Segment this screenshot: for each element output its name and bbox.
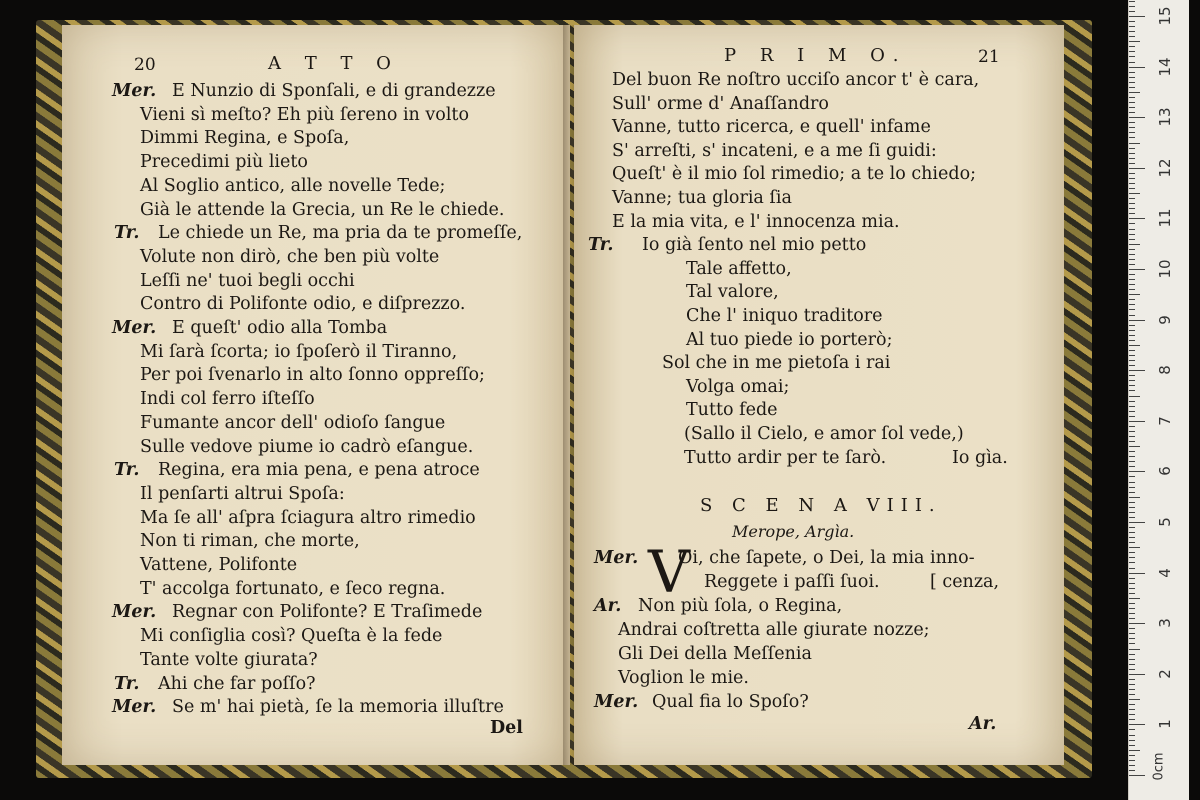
ruler-tick — [1129, 719, 1135, 720]
verse-line: Vanne, tutto ricerca, e quell' infame — [612, 117, 931, 138]
ruler-tick — [1129, 547, 1140, 548]
ruler-tick — [1129, 684, 1135, 685]
ruler-tick — [1129, 482, 1135, 483]
ruler-tick — [1129, 532, 1135, 533]
ruler-unit: 0cm — [1151, 752, 1167, 781]
ruler-tick — [1129, 456, 1135, 457]
page-number: 21 — [978, 47, 1000, 67]
verse-line: Vanne; tua gloria ſia — [612, 188, 792, 208]
ruler-tick — [1129, 203, 1135, 204]
speaker-label: Mer. — [594, 692, 639, 712]
ruler-tick — [1129, 709, 1135, 710]
ruler-tick — [1129, 557, 1135, 558]
speaker-label: Tr. — [588, 235, 614, 256]
ruler-tick — [1129, 11, 1135, 12]
ruler-tick — [1129, 208, 1135, 209]
verse-line: Tante volte giurata? — [140, 649, 318, 670]
ruler-tick — [1129, 249, 1135, 250]
ruler-tick — [1129, 735, 1135, 736]
ruler-tick — [1129, 775, 1145, 776]
speaker-label: Ar. — [594, 596, 622, 616]
ruler-tick — [1129, 527, 1135, 528]
ruler-tick — [1129, 568, 1135, 569]
ruler-tick — [1129, 320, 1145, 321]
ruler-tick — [1129, 471, 1145, 472]
verse-line: Al Soglio antico, alle novelle Tede; — [140, 175, 446, 196]
ruler-tick — [1129, 299, 1135, 300]
ruler-tick — [1129, 183, 1135, 184]
verse-line: Tutto ardir per te ſarò. — [684, 447, 887, 468]
ruler-tick — [1129, 269, 1145, 270]
ruler-tick — [1129, 229, 1135, 230]
ruler-tick — [1129, 188, 1135, 189]
ruler-tick — [1129, 613, 1135, 614]
verse-line: Che l' iniquo traditore — [686, 306, 883, 326]
ruler-tick — [1129, 664, 1135, 665]
ruler-tick — [1129, 112, 1135, 113]
ruler-tick — [1129, 36, 1135, 37]
ruler-tick — [1129, 588, 1135, 589]
ruler-tick — [1129, 254, 1135, 255]
catchword: Del — [490, 718, 523, 738]
scene-title: S C E N A VIII. — [700, 495, 942, 516]
verse-line: Andrai coſtretta alle giurate nozze; — [618, 620, 930, 640]
ruler-tick — [1129, 598, 1140, 599]
ruler-tick — [1129, 158, 1135, 159]
verse-line: Vieni sì meſto? Eh più ſereno in volto — [140, 104, 469, 125]
verse-line: Regnar con Polifonte? E Traſimede — [172, 602, 483, 623]
verse-line: Gli Dei della Meſſenia — [618, 644, 812, 664]
verse-line: Io già ſento nel mio petto — [642, 235, 867, 256]
ruler-tick — [1129, 289, 1135, 290]
speaker-label: Tr. — [114, 223, 140, 244]
ruler-tick — [1129, 178, 1135, 179]
ruler-tick — [1129, 628, 1135, 629]
ruler-number: 3 — [1156, 618, 1174, 628]
ruler-tick — [1129, 416, 1135, 417]
ruler-tick — [1129, 679, 1135, 680]
verse-line: E Nunzio di Sponſali, e di grandezze — [172, 81, 496, 101]
ruler-tick — [1129, 82, 1135, 83]
ruler-tick — [1129, 218, 1145, 219]
verse-line: Qual fia lo Spoſo? — [652, 692, 809, 712]
ruler-tick — [1129, 436, 1135, 437]
verse-line: Tal valore, — [686, 282, 779, 303]
ruler-tick — [1129, 87, 1135, 88]
ruler-tick — [1129, 31, 1135, 32]
verse-line: E la mia vita, e l' innocenza mia. — [612, 211, 900, 232]
ruler-tick — [1129, 649, 1140, 650]
ruler-tick — [1129, 335, 1135, 336]
ruler-tick — [1129, 153, 1135, 154]
ruler-tick — [1129, 294, 1140, 295]
verse-line: Reggete i paſſi ſuoi. — [704, 572, 880, 592]
ruler-tick — [1129, 16, 1145, 17]
verse-line: Leſſi ne' tuoi begli occhi — [140, 270, 355, 291]
ruler-tick — [1129, 309, 1135, 310]
ruler-tick — [1129, 618, 1135, 619]
ruler-number: 9 — [1156, 314, 1174, 325]
ruler-tick — [1129, 127, 1135, 128]
ruler-tick — [1129, 765, 1135, 766]
ruler-tick — [1129, 148, 1135, 149]
ruler-tick — [1129, 497, 1140, 498]
ruler-tick — [1129, 517, 1135, 518]
verse-line: Tutto fede — [686, 400, 778, 421]
page-number: 20 — [134, 55, 156, 75]
verse-line: Io gìa. — [952, 447, 1008, 468]
left-page — [62, 25, 570, 765]
ruler-number: 12 — [1156, 158, 1174, 178]
ruler-tick — [1129, 573, 1145, 574]
ruler-tick — [1129, 745, 1135, 746]
ruler-tick — [1129, 487, 1135, 488]
ruler-tick — [1129, 345, 1140, 346]
speaker-label: Mer. — [594, 548, 639, 568]
verse-line: Non ti riman, che morte, — [140, 531, 360, 552]
ruler-tick — [1129, 330, 1135, 331]
ruler-tick — [1129, 512, 1135, 513]
verse-line: Le chiede un Re, ma pria da te promeſſe, — [158, 223, 523, 244]
ruler-tick — [1129, 284, 1135, 285]
ruler-tick — [1129, 360, 1135, 361]
ruler-tick — [1129, 315, 1135, 316]
ruler-number: 11 — [1156, 208, 1174, 228]
verse-line: Già le attende la Grecia, un Re le chiede. — [140, 199, 505, 220]
measurement-ruler — [1128, 0, 1189, 800]
right-page — [574, 25, 1064, 765]
ruler-tick — [1129, 476, 1135, 477]
ruler-tick — [1129, 659, 1135, 660]
verse-line: Mi ſarà ſcorta; io ſpoſerò il Tiranno, — [140, 341, 458, 362]
ruler-number: 2 — [1156, 669, 1174, 679]
ruler-tick — [1129, 92, 1140, 93]
ruler-tick — [1129, 552, 1135, 553]
verse-line: S' arreſti, s' incateni, e a me ſi guidi: — [612, 140, 937, 161]
ruler-tick — [1129, 274, 1135, 275]
ruler-tick — [1129, 117, 1145, 118]
ruler-tick — [1129, 380, 1135, 381]
speaker-label: Mer. — [112, 602, 157, 623]
ruler-number: 14 — [1156, 57, 1174, 77]
ruler-tick — [1129, 21, 1135, 22]
ruler-tick — [1129, 608, 1135, 609]
ruler-tick — [1129, 41, 1140, 42]
ruler-tick — [1129, 137, 1135, 138]
ruler-tick — [1129, 431, 1135, 432]
ruler-tick — [1129, 97, 1135, 98]
ruler-tick — [1129, 426, 1135, 427]
ruler-tick — [1129, 143, 1140, 144]
ruler-tick — [1129, 411, 1135, 412]
ruler-tick — [1129, 213, 1135, 214]
ruler-tick — [1129, 724, 1145, 725]
ruler-tick — [1129, 441, 1135, 442]
ruler-tick — [1129, 578, 1135, 579]
verse-line: Fumante ancor dell' odioſo ſangue — [140, 412, 446, 433]
verse-line: T' accolga fortunato, e ſeco regna. — [140, 578, 446, 599]
ruler-tick — [1129, 755, 1135, 756]
ruler-tick — [1129, 603, 1135, 604]
ruler-tick — [1129, 102, 1135, 103]
ruler-tick — [1129, 193, 1140, 194]
ruler-tick — [1129, 132, 1135, 133]
verse-line: Indi col ferro iſteſſo — [140, 389, 315, 410]
ruler-tick — [1129, 304, 1135, 305]
ruler-tick — [1129, 750, 1140, 751]
ruler-tick — [1129, 507, 1135, 508]
ruler-tick — [1129, 522, 1145, 523]
ruler-tick — [1129, 537, 1135, 538]
ruler-number: 1 — [1156, 719, 1174, 730]
ruler-number: 7 — [1156, 416, 1174, 426]
verse-line: [ cenza, — [930, 572, 1000, 592]
ruler-tick — [1129, 502, 1135, 503]
verse-line: Al tuo piede io porterò; — [686, 329, 893, 350]
ruler-tick — [1129, 223, 1135, 224]
speaker-label: Mer. — [112, 697, 157, 718]
ruler-tick — [1129, 396, 1140, 397]
ruler-tick — [1129, 239, 1135, 240]
ruler-tick — [1129, 770, 1135, 771]
ruler-tick — [1129, 461, 1135, 462]
ruler-tick — [1129, 264, 1135, 265]
scene-cast: Merope, Argìa. — [732, 522, 855, 541]
ruler-tick — [1129, 244, 1140, 245]
ruler-tick — [1129, 340, 1135, 341]
ruler-tick — [1129, 421, 1145, 422]
running-head: P R I M O. — [724, 45, 908, 66]
verse-line: Vattene, Polifonte — [140, 555, 298, 575]
ruler-tick — [1129, 446, 1140, 447]
ruler-tick — [1129, 173, 1135, 174]
ruler-tick — [1129, 259, 1135, 260]
ruler-tick — [1129, 669, 1135, 670]
ruler-tick — [1129, 77, 1135, 78]
ruler-number: 4 — [1156, 567, 1174, 578]
verse-line: Mi conſiglia così? Queſta è la fede — [140, 626, 443, 647]
ruler-tick — [1129, 699, 1140, 700]
verse-line: Queſt' è il mio ſol rimedio; a te lo chiedo; — [612, 164, 977, 185]
verse-line: Precedimi più lieto — [140, 152, 308, 173]
ruler-tick — [1129, 466, 1135, 467]
ruler-tick — [1129, 355, 1135, 356]
verse-line: Oi, che ſapete, o Dei, la mia inno- — [678, 548, 975, 568]
ruler-tick — [1129, 1, 1135, 2]
verse-line: Contro di Polifonte odio, e diſprezzo. — [140, 294, 466, 315]
ruler-tick — [1129, 633, 1135, 634]
ruler-number: 6 — [1156, 466, 1174, 477]
ruler-number: 15 — [1156, 6, 1174, 26]
ruler-tick — [1129, 623, 1145, 624]
speaker-label: Tr. — [114, 673, 140, 694]
ruler-tick — [1129, 760, 1135, 761]
speaker-label: Mer. — [112, 318, 157, 338]
ruler-tick — [1129, 163, 1135, 164]
speaker-label: Tr. — [114, 460, 140, 481]
ruler-tick — [1129, 694, 1135, 695]
ruler-tick — [1129, 46, 1135, 47]
verse-line: E queſt' odio alla Tomba — [172, 318, 388, 338]
ruler-tick — [1129, 56, 1135, 57]
verse-line: Sull' orme d' Anaſſandro — [612, 93, 829, 114]
ruler-tick — [1129, 704, 1135, 705]
ruler-tick — [1129, 406, 1135, 407]
ruler-tick — [1129, 107, 1135, 108]
ruler-tick — [1129, 168, 1145, 169]
ruler-tick — [1129, 689, 1135, 690]
verse-line: Non più ſola, o Regina, — [638, 596, 843, 616]
verse-line: Ma ſe all' aſpra ſciagura altro rimedio — [140, 507, 476, 528]
ruler-tick — [1129, 492, 1135, 493]
ruler-tick — [1129, 740, 1135, 741]
ruler-tick — [1129, 729, 1135, 730]
verse-line: Se m' hai pietà, ſe la memoria illuſtre — [172, 697, 504, 718]
ruler-tick — [1129, 674, 1145, 675]
verse-line: Sol che in me pietoſa i rai — [662, 353, 891, 374]
ruler-tick — [1129, 279, 1135, 280]
ruler-tick — [1129, 385, 1135, 386]
ruler-tick — [1129, 375, 1135, 376]
ruler-tick — [1129, 62, 1135, 63]
ruler-tick — [1129, 583, 1135, 584]
ruler-number: 13 — [1156, 107, 1174, 127]
ruler-tick — [1129, 638, 1135, 639]
ruler-tick — [1129, 67, 1145, 68]
ruler-tick — [1129, 350, 1135, 351]
ruler-tick — [1129, 401, 1135, 402]
verse-line: Volga omai; — [686, 376, 790, 397]
verse-line: Volute non dirò, che ben più volte — [140, 246, 440, 267]
running-head: A T T O — [268, 53, 400, 74]
verse-line: Per poi ſvenarlo in alto ſonno oppreſſo; — [140, 365, 485, 386]
ruler-tick — [1129, 390, 1135, 391]
ruler-tick — [1129, 26, 1135, 27]
verse-line: Voglion le mie. — [618, 668, 749, 688]
verse-line: Tale affetto, — [686, 258, 792, 279]
ruler-tick — [1129, 365, 1135, 366]
ruler-tick — [1129, 714, 1135, 715]
ruler-tick — [1129, 72, 1135, 73]
verse-line: Regina, era mia pena, e pena atroce — [158, 460, 480, 481]
ruler-tick — [1129, 198, 1135, 199]
ruler-tick — [1129, 451, 1135, 452]
speaker-label: Mer. — [112, 81, 157, 101]
ruler-tick — [1129, 122, 1135, 123]
verse-line: Sulle vedove piume io cadrò eſangue. — [140, 436, 474, 457]
ruler-tick — [1129, 542, 1135, 543]
ruler-tick — [1129, 643, 1135, 644]
ruler-number: 5 — [1156, 517, 1174, 527]
verse-line: Del buon Re noſtro ucciſo ancor t' è cara, — [612, 70, 980, 90]
ruler-tick — [1129, 593, 1135, 594]
drop-cap: V — [648, 538, 690, 606]
ruler-tick — [1129, 562, 1135, 563]
ruler-tick — [1129, 234, 1135, 235]
verse-line: Ahi che far poſſo? — [158, 673, 316, 694]
verse-line: (Sallo il Cielo, e amor ſol vede,) — [684, 424, 964, 444]
ruler-tick — [1129, 6, 1135, 7]
verse-line: Il penſarti altrui Spoſa: — [140, 483, 345, 504]
ruler-tick — [1129, 654, 1135, 655]
verse-line: Dimmi Regina, e Spoſa, — [140, 128, 350, 149]
ruler-number: 10 — [1156, 259, 1174, 279]
ruler-number: 8 — [1156, 365, 1174, 375]
ruler-tick — [1129, 51, 1135, 52]
ruler-tick — [1129, 325, 1135, 326]
ruler-tick — [1129, 370, 1145, 371]
catchword: Ar. — [969, 714, 997, 734]
